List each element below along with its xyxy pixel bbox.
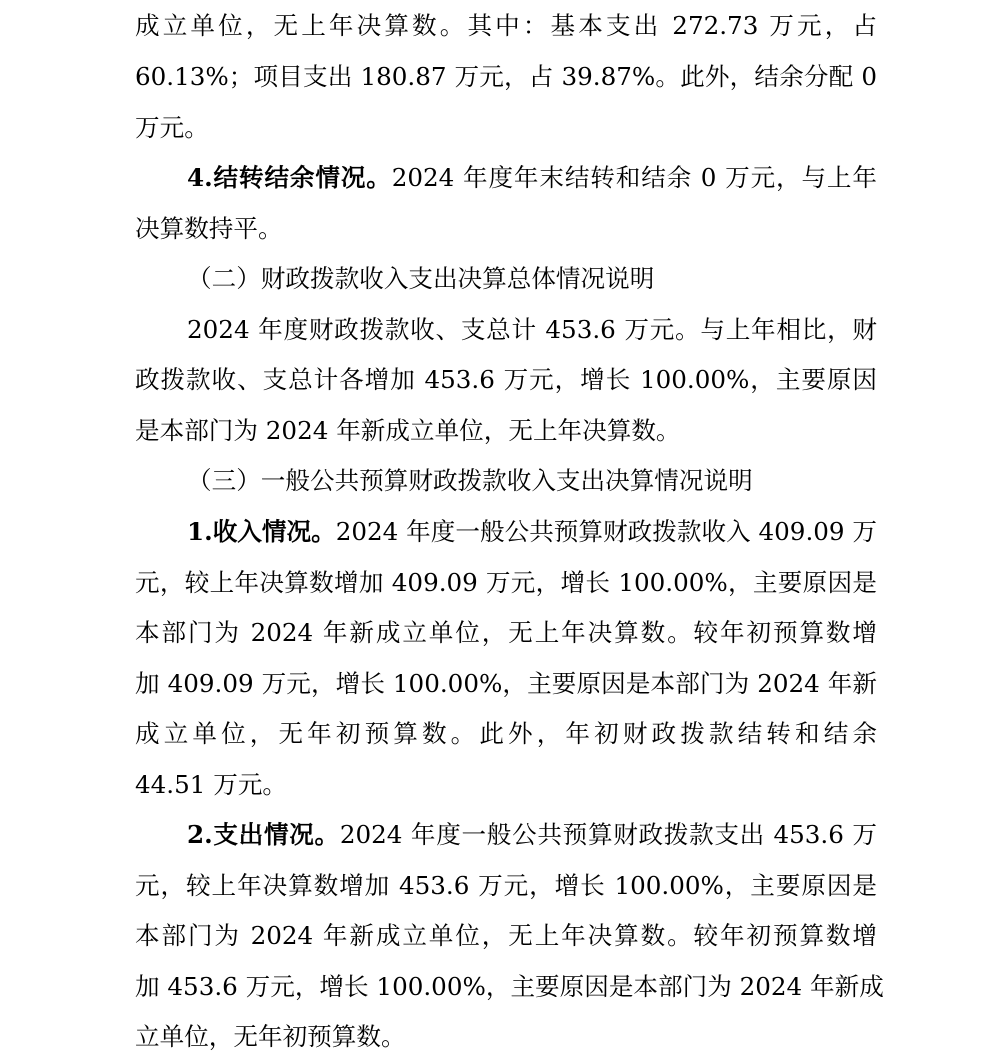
body-text-line: 元，较上年决算数增加 409.09 万元，增长 100.00%，主要原因是	[135, 568, 877, 597]
body-text-line: 2024 年度财政拨款收、支总计 453.6 万元。与上年相比，财	[187, 315, 877, 344]
body-text-line: 是本部门为 2024 年新成立单位，无上年决算数。	[135, 416, 681, 445]
body-text-line: 元，较上年决算数增加 453.6 万元，增长 100.00%，主要原因是	[135, 871, 877, 900]
section-paragraph-first-line	[187, 158, 877, 198]
body-text-line: 本部门为 2024 年新成立单位，无上年决算数。较年初预算数增	[135, 618, 877, 647]
body-text-line: 立单位，无年初预算数。	[135, 1022, 406, 1051]
body-text: 2024 年度一般公共预算财政拨款收入 409.09 万	[335, 517, 877, 546]
section-paragraph-first-line	[187, 815, 877, 855]
body-text: 2024 年度一般公共预算财政拨款支出 453.6 万	[339, 820, 877, 849]
body-text-line: 万元。	[135, 113, 209, 142]
subsection-lead: 1.收入情况。	[187, 517, 336, 546]
body-text-line: 政拨款收、支总计各增加 453.6 万元，增长 100.00%，主要原因	[135, 365, 877, 394]
body-text-line: 决算数持平。	[135, 214, 283, 243]
subsection-lead: 2.支出情况。	[187, 820, 340, 849]
body-text-line: 44.51 万元。	[135, 770, 288, 799]
body-text-line: 成立单位，无上年决算数。其中：基本支出 272.73 万元，占	[135, 11, 877, 40]
section-heading: （三）一般公共预算财政拨款收入支出决算情况说明	[187, 466, 753, 495]
section-heading: （二）财政拨款收入支出决算总体情况说明	[187, 264, 655, 293]
body-text-line: 加 409.09 万元，增长 100.00%，主要原因是本部门为 2024 年新	[135, 669, 877, 698]
body-text-line: 60.13%；项目支出 180.87 万元，占 39.87%。此外，结余分配 0	[135, 62, 877, 91]
section-paragraph-first-line	[187, 512, 877, 552]
body-text-line: 成立单位，无年初预算数。此外，年初财政拨款结转和结余	[135, 719, 877, 748]
body-text: 2024 年度年末结转和结余 0 万元，与上年	[391, 163, 877, 192]
body-text-line: 本部门为 2024 年新成立单位，无上年决算数。较年初预算数增	[135, 921, 877, 950]
subsection-lead: 4.结转结余情况。	[187, 163, 392, 192]
body-text-line: 加 453.6 万元，增长 100.00%，主要原因是本部门为 2024 年新成	[135, 972, 884, 1001]
